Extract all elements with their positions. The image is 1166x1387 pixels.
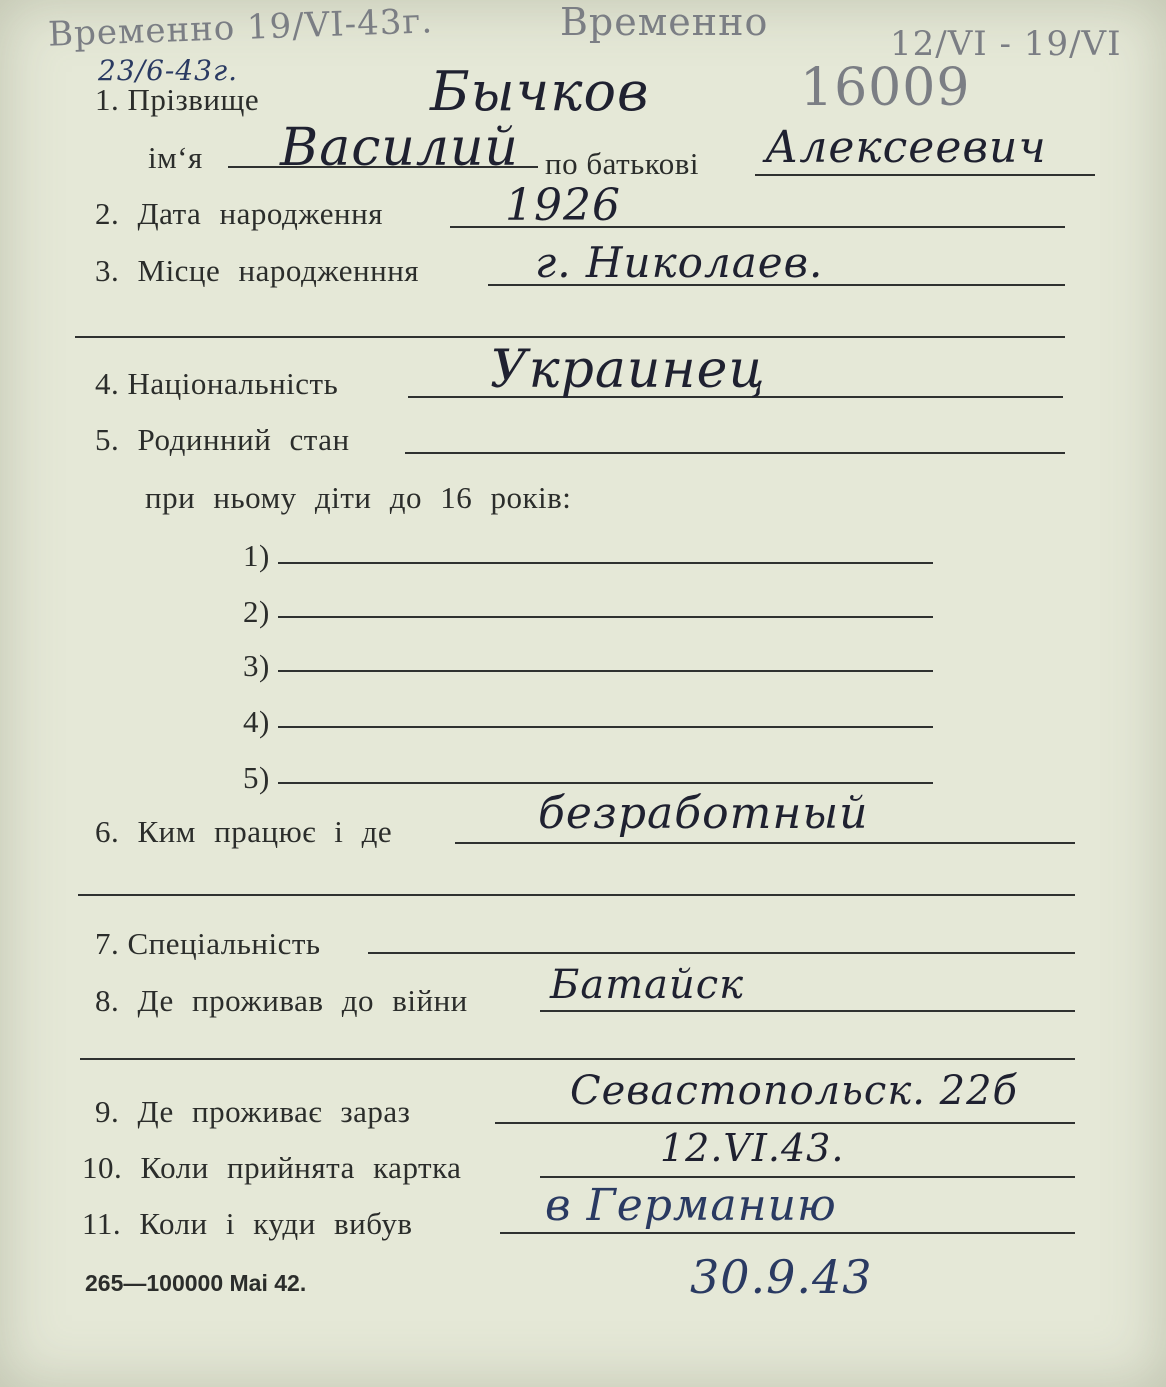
label-name: ім‘я <box>148 140 203 175</box>
value-nationality: Украинец <box>490 340 766 400</box>
label-surname: 1. Прізвище <box>95 82 260 117</box>
line-family-status <box>405 452 1065 454</box>
line-card-accepted <box>540 1176 1075 1178</box>
line-child-1 <box>278 562 933 564</box>
label-current-residence: 9. Де проживає зараз <box>95 1094 411 1129</box>
note-top-left-date: 23/6-43г. <box>98 54 239 87</box>
line-child-3 <box>278 670 933 672</box>
value-name: Василий <box>280 118 519 178</box>
label-child-3: 3) <box>243 648 270 683</box>
label-child-1: 1) <box>243 538 270 573</box>
label-child-5: 5) <box>243 760 270 795</box>
value-occupation: безработный <box>538 788 869 839</box>
value-prewar-residence: Батайск <box>550 962 745 1008</box>
line-occupation <box>455 842 1075 844</box>
value-birth-place: г. Николаев. <box>535 238 824 287</box>
label-family-status: 5. Родинний стан <box>95 422 350 457</box>
card-number: 16009 <box>800 58 971 118</box>
line-patronymic <box>755 174 1095 176</box>
label-child-2: 2) <box>243 594 270 629</box>
line-speciality <box>368 952 1075 954</box>
value-departure-destination: в Германию <box>545 1180 837 1231</box>
line-child-4 <box>278 726 933 728</box>
label-card-accepted: 10. Коли прийнята картка <box>82 1150 462 1185</box>
label-patronymic: по батькові <box>545 146 699 181</box>
line-prewar-residence <box>540 1010 1075 1012</box>
label-nationality: 4. Національність <box>95 366 339 401</box>
label-departure: 11. Коли і куди вибув <box>82 1206 413 1241</box>
value-current-residence: Севастопольск. 22б <box>570 1068 1018 1114</box>
line-birth-place-extra <box>75 336 1065 338</box>
label-birth-date: 2. Дата народження <box>95 196 383 231</box>
label-birth-place: 3. Місце народженння <box>95 253 420 288</box>
value-patronymic: Алексеевич <box>765 122 1047 173</box>
value-card-accepted: 12.VI.43. <box>660 1126 845 1170</box>
line-child-2 <box>278 616 933 618</box>
value-surname: Бычков <box>430 60 650 123</box>
note-top-right-date: 12/VI - 19/VI <box>890 24 1122 64</box>
label-occupation: 6. Ким працює і де <box>95 814 393 849</box>
label-children: при ньому діти до 16 років: <box>145 480 572 515</box>
label-prewar-residence: 8. Де проживав до війни <box>95 983 468 1018</box>
note-top-center: Временно <box>560 0 769 44</box>
line-prewar-extra <box>80 1058 1075 1060</box>
label-speciality: 7. Спеціальність <box>95 926 321 961</box>
value-departure-date: 30.9.43 <box>690 1250 873 1304</box>
line-occupation-extra <box>78 894 1075 896</box>
line-departure <box>500 1232 1075 1234</box>
value-birth-year: 1926 <box>505 180 621 231</box>
label-child-4: 4) <box>243 704 270 739</box>
note-top-left: Временно 19/VI-43г. <box>47 1 434 55</box>
line-current-residence <box>495 1122 1075 1124</box>
line-child-5 <box>278 782 933 784</box>
print-code: 265—100000 Mai 42. <box>85 1270 307 1296</box>
